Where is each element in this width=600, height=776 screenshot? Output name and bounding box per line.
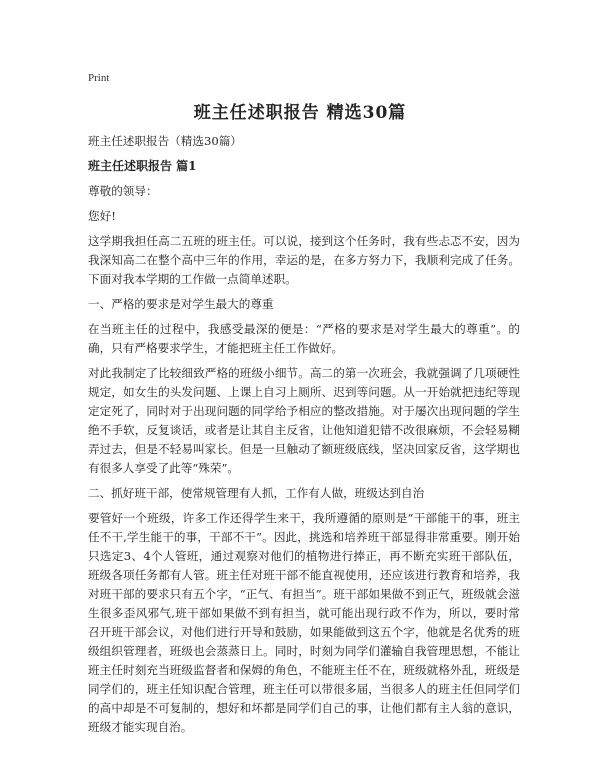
page-title: 班主任述职报告 精选30篇 xyxy=(193,103,407,123)
section-title: 班主任述职报告 篇1 xyxy=(88,159,197,173)
paragraph-1: 在当班主任的过程中，我感受最深的便是：“严格的要求是对学生最大的尊重”。的确，只有严格要求学生，才能把班主任工作做好。 xyxy=(88,322,520,355)
print-link[interactable]: Print xyxy=(88,72,110,84)
document-body xyxy=(88,132,520,743)
greeting: 尊敬的领导： xyxy=(88,184,158,198)
heading-2: 二、抓好班干部，使常规管理有人抓，工作有人做，班级达到自治 xyxy=(88,486,425,500)
paragraph-intro: 这学期我担任高二五班的班主任。可以说，接到这个任务时，我有些忐忑不安，因为我深知高二在整个高中三年的作用，幸运的是，在多方努力下，我顺利完成了任务。下面对我本学期的工作做一点简单述职。 xyxy=(88,234,520,286)
heading-1: 一、严格的要求是对学生最大的尊重 xyxy=(88,297,274,311)
paragraph-2: 对此我制定了比较细致严格的班级小细节。高二的第一次班会，我就强调了几项硬性规定，如女生的头发问题、上课上自习上厕所、迟到等问题。从一开始就把违纪等现定定死了，同时对于出现问题的同学给予相应的整改措施。对于屡次出现问题的学生绝不手软，反复谈话，或者是让其自主反省，让他知道犯错不改很麻烦，不会轻易糊弄过去，但是不轻易叫家长。但是一旦触动了额班级底线，坚决回家反省，这学期也有很多人享受了此等“殊荣”。 xyxy=(88,366,520,475)
paragraph-3: 要管好一个班级，许多工作还得学生来干，我所遵循的原则是“干部能干的事，班主任不干,学生能干的事，干部不干”。因此，挑选和培养班干部显得非常重要。刚开始只选定3、4个人管班，通过观察对他们的植物进行捧正，再不断充实班干部队伍，班级各项任务都有人管。班主任对班干部不能直视使用，还应该进行教育和培养，我对班干部的要求只有五个字，“正气、有担当”。班干部如果做不到正气，班级就会滋生很多歪风邪气,班干部如果做不到有担当，就可能出现行政不作为，所以，要时常召开班干部会议，对他们进行开导和鼓励，如果能做到这五个字，他就是名优秀的班级组织管理者，班级也会蒸蒸日上。同时，时刻为同学们灌输自我管理思想，不能让班主任时刻充当班级监督者和保姆的角色，不能班主任不在，班级就格外乱，班级是同学们的，班主任知识配合管理，班主任可以带很多届，当很多人的班主任但同学们的高中却是不可复制的，想好和坏都是同学们自己的事，让他们都有主人翁的意识，班级才能实现自治。 xyxy=(88,511,520,734)
subtitle: 班主任述职报告（精选30篇） xyxy=(88,134,242,148)
hello: 您好! xyxy=(88,209,116,223)
